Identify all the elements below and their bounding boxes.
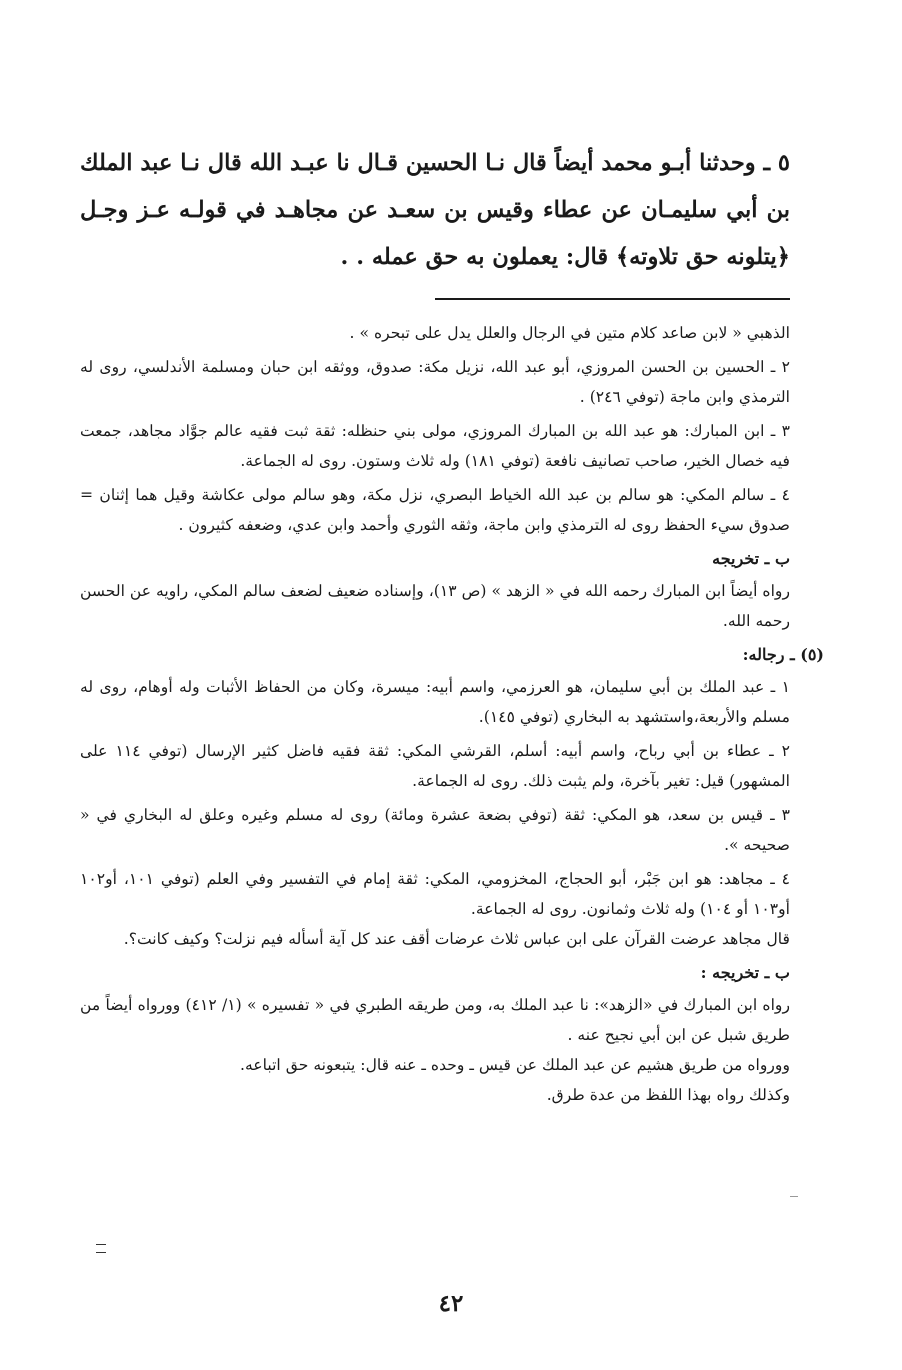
footnote-narrator-3: ٣ ـ ابن المبارك: هو عبد الله بن المبارك المروزي، مولى بني حنظله: ثقة ثبت فقيه عالم جوَّاد مجاهد، جمعت فيه خصال الخير، صاحب تصانيف نافعة (توفي ١٨١) وله ثلاث وستون. روى له الجماعة.	[80, 422, 790, 470]
rijal-item-1: ١ ـ عبد الملك بن أبي سليمان، هو العرزمي، واسم أبيه: ميسرة، وكان من الحفاظ الأثبات وله أوهام، روى له مسلم والأربعة،واستشهد به البخاري (توفي ١٤٥).	[80, 678, 790, 726]
takhrij-heading-2: ب ـ تخريجه :	[700, 963, 790, 982]
rijal-heading: (٥) ـ رجاله:	[742, 645, 824, 664]
rijal-item-3: ٣ ـ قيس بن سعد، هو المكي: ثقة (توفي بضعة عشرة ومائة) روى له مسلم وغيره وعلق له البخاري في « صحيحه ».	[80, 806, 790, 854]
footnote-intro: الذهبي « لابن صاعد كلام متين في الرجال والعلل يدل على تبحره » .	[349, 324, 790, 342]
mujahid-quote: قال مجاهد عرضت القرآن على ابن عباس ثلاث عرضات أقف عند كل آية أسأله فيم نزلت؟ وكيف كانت؟.	[123, 930, 790, 948]
takhrij-heading: ب ـ تخريجه	[712, 549, 790, 568]
takhrij-text-2b: وورواه من طريق هشيم عن عبد الملك عن قيس ـ وحده ـ عنه قال: يتبعونه حق اتباعه.	[240, 1056, 790, 1074]
footnotes-block	[80, 318, 824, 1110]
footnote-narrator-4: ٤ ـ سالم المكي: هو سالم بن عبد الله الخياط البصري، نزل مكة، وهو سالم مولى عكاشة وقيل هما إثنان = صدوق سيء الحفظ روى له الترمذي وابن ماجة، وثقه الثوري وأحمد وابن عدي، وضعفه كثيرون .	[80, 486, 790, 534]
rijal-item-4: ٤ ـ مجاهد: هو ابن جَبْر، أبو الحجاج، المخزومي، المكي: ثقة إمام في التفسير وفي العلم (توفي ١٠١، أو١٠٢ أو١٠٣ أو ١٠٤) وله ثلاث وثمانون. روى له الجماعة.	[80, 870, 790, 918]
margin-mark	[790, 1196, 798, 1197]
continuation-mark	[96, 1244, 106, 1253]
takhrij-text: رواه أيضاً ابن المبارك رحمه الله في « الزهد » (ص ١٣)، وإسناده ضعيف لضعف سالم المكي، راويه عن الحسن رحمه الله.	[80, 582, 790, 630]
takhrij-text-2c: وكذلك رواه بهذا اللفظ من عدة طرق.	[546, 1086, 790, 1104]
takhrij-text-2a: رواه ابن المبارك في «الزهد»: نا عبد الملك به، ومن طريقه الطبري في « تفسيره » (١/ ٤١٢) وورواه أيضاً من طريق شبل عن ابن أبي نجيح عنه .	[80, 996, 790, 1044]
footnote-separator	[435, 298, 790, 300]
footnote-narrator-2: ٢ ـ الحسين بن الحسن المروزي، أبو عبد الله، نزيل مكة: صدوق، ووثقه ابن حبان ومسلمة الأندلسي، روى له الترمذي وابن ماجة (توفي ٢٤٦) .	[80, 358, 790, 406]
main-text-block	[80, 140, 790, 281]
page-number: ٤٢	[438, 1290, 464, 1317]
hadith-paragraph: ٥ ـ وحدثنا أبـو محمد أيضاً قال نـا الحسين قـال نا عبـد الله قال نـا عبد الملك بن أبي سليمـان عن عطاء وقيس بن سعـد عن مجاهـد في قولـه عـز وجـل ﴿يتلونه حق تلاوته﴾ قال: يعملون به حق عمله . .	[80, 150, 790, 270]
rijal-item-2: ٢ ـ عطاء بن أبي رباح، واسم أبيه: أسلم، القرشي المكي: ثقة فقيه فاضل كثير الإرسال (توفي ١١٤ على المشهور) قيل: تغير بآخرة، ولم يثبت ذلك. روى له الجماعة.	[80, 742, 791, 790]
